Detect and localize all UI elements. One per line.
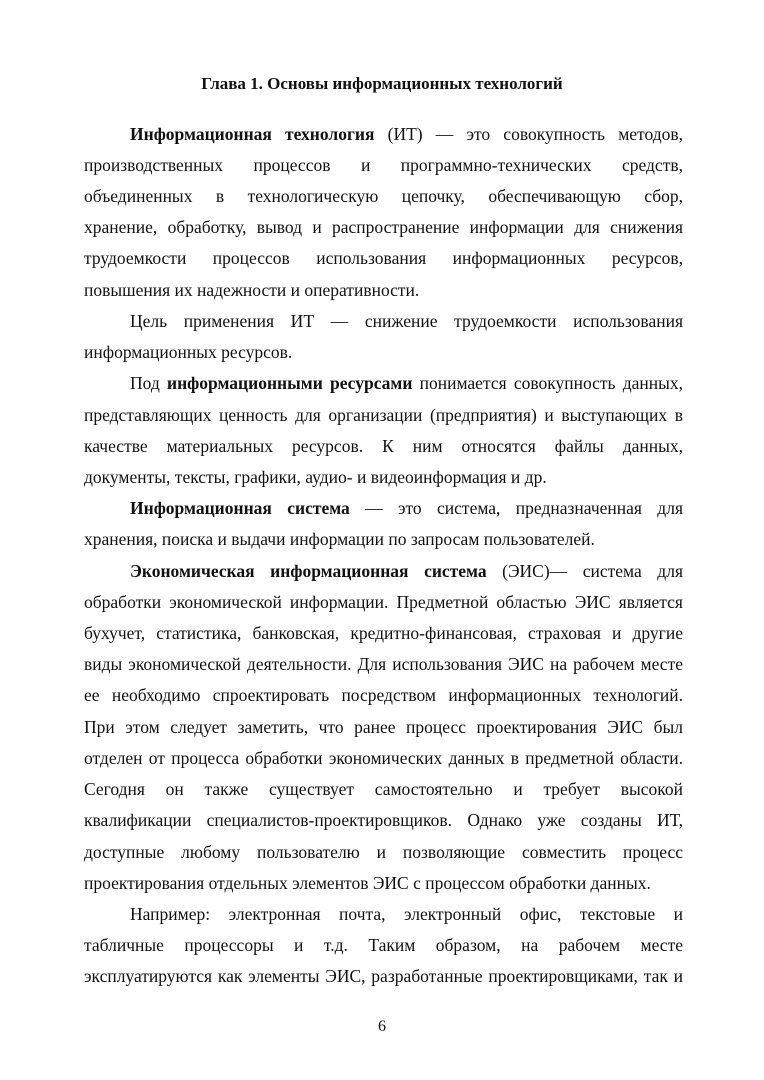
p1-line-1: [130, 122, 683, 146]
p1-line-2: производственных процессов и программно-технических средств,: [84, 155, 683, 175]
chapter-title: Глава 1. Основы информационных технологий: [201, 74, 563, 93]
p2-line-1: Цель применения ИТ — снижение трудоемкости использования: [130, 311, 683, 331]
p3-line-2: представляющих ценность для организации (предприятия) и выступающих в: [84, 405, 683, 425]
p3-line-4: документы, тексты, графики, аудио- и видеоинформация и др.: [84, 467, 547, 487]
p6-line-3: эксплуатируются как элементы ЭИС, разработанные проектировщиками, так и: [84, 966, 683, 986]
p3-prefix: Под: [130, 373, 167, 393]
p5-line-2: обработки экономической информации. Предметной областью ЭИС является: [84, 592, 683, 612]
p4-line-1-text: — это система, предназначенная для: [349, 498, 683, 518]
p4-line-1: [130, 496, 683, 520]
term-economic-information-system: Экономическая информационная система: [130, 561, 487, 581]
p1-line-1-text: (ИТ) — это совокупность методов,: [374, 124, 684, 144]
p5-line-4: виды экономической деятельности. Для использования ЭИС на рабочем месте: [84, 654, 683, 674]
p3-line-1: [130, 371, 683, 395]
p4-line-2: хранения, поиска и выдачи информации по запросам пользователей.: [84, 529, 595, 549]
p5-line-5: ее необходимо спроектировать посредством информационных технологий.: [84, 685, 683, 705]
p5-line-11: проектирования отдельных элементов ЭИС с процессом обработки данных.: [84, 873, 651, 893]
p5-line-6: При этом следует заметить, что ранее процесс проектирования ЭИС был: [84, 717, 683, 737]
p1-line-3: объединенных в технологическую цепочку, обеспечивающую сбор,: [84, 186, 683, 206]
p3-line-1-text: понимается совокупность данных,: [412, 373, 684, 393]
term-information-resources: информационными ресурсами: [166, 373, 413, 393]
p3-line-3: качестве материальных ресурсов. К ним относятся файлы данных,: [84, 436, 683, 456]
p5-line-7: отделен от процесса обработки экономических данных в предметной области.: [84, 748, 683, 768]
p1-line-4: хранение, обработку, вывод и распространение информации для снижения: [84, 217, 683, 237]
p6-line-2: табличные процессоры и т.д. Таким образом, на рабочем месте: [84, 935, 683, 955]
p2-line-2: информационных ресурсов.: [84, 342, 293, 362]
p5-line-10: доступные любому пользователю и позволяющие совместить процесс: [84, 842, 683, 862]
page-number: 6: [378, 1018, 386, 1035]
p5-line-1-text: (ЭИС)— система для: [486, 561, 683, 581]
p5-line-3: бухучет, статистика, банковская, кредитно-финансовая, страховая и другие: [84, 623, 683, 643]
p1-line-5: трудоемкости процессов использования информационных ресурсов,: [84, 248, 683, 268]
p1-line-6: повышения их надежности и оперативности.: [84, 280, 420, 300]
p5-line-1: [130, 559, 683, 583]
term-information-system: Информационная система: [130, 498, 350, 518]
p5-line-8: Сегодня он также существует самостоятельно и требует высокой: [84, 779, 683, 799]
p5-line-9: квалификации специалистов-проектировщиков. Однако уже созданы ИТ,: [84, 810, 683, 830]
term-information-technology: Информационная технология: [130, 124, 375, 144]
p6-line-1: Например: электронная почта, электронный офис, текстовые и: [130, 904, 683, 924]
